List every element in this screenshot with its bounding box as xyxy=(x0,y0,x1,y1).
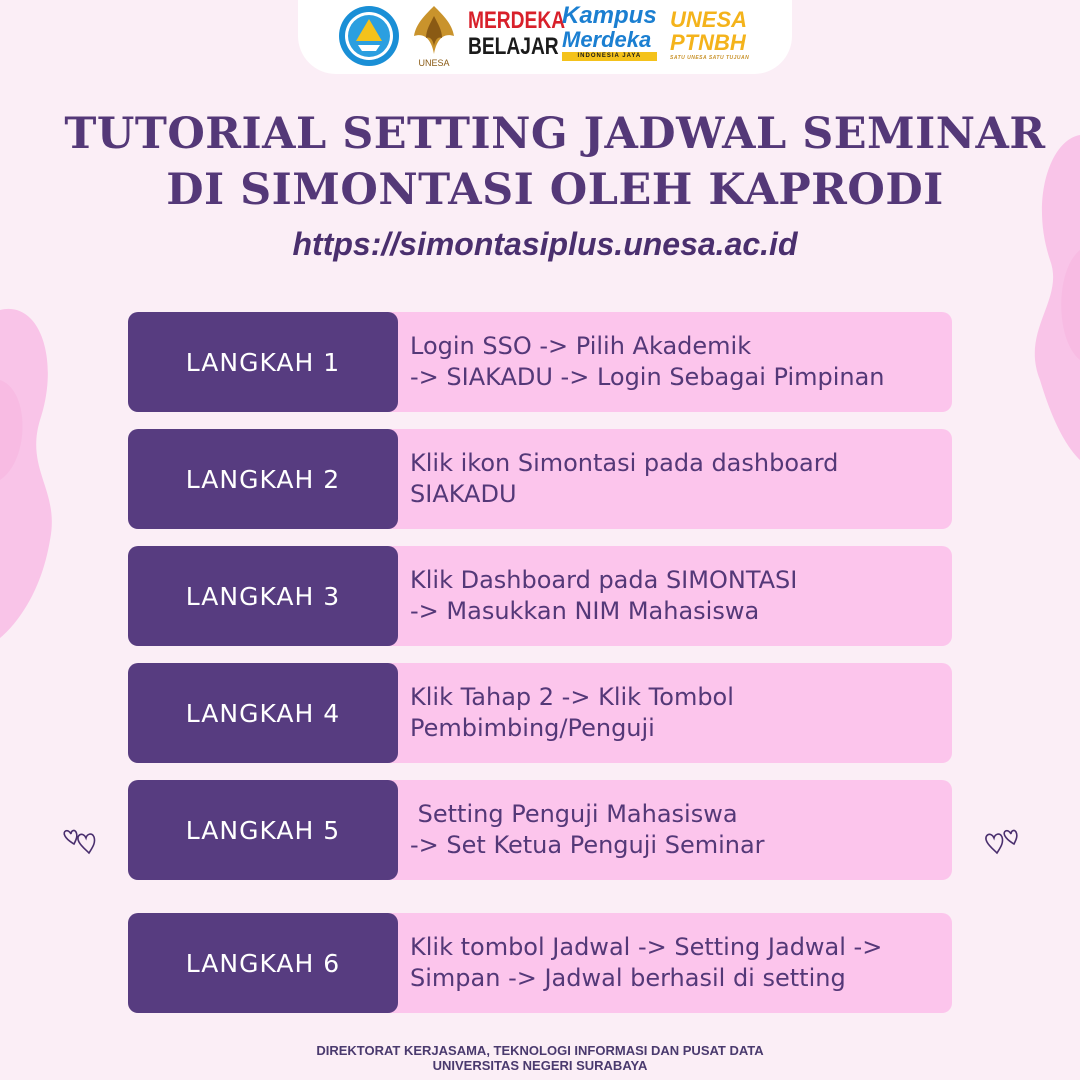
unesa-ptnbh-tagline: SATU UNESA SATU TUJUAN xyxy=(670,55,750,61)
kampus-text: Kampus xyxy=(562,2,657,29)
website-url[interactable]: https://simontasiplus.unesa.ac.id xyxy=(292,226,798,262)
step-4 xyxy=(128,663,952,763)
unesa-ptnbh-text-2: PTNBH xyxy=(670,30,746,55)
step-label: LANGKAH 4 xyxy=(128,663,398,763)
belajar-text: BELAJAR xyxy=(468,33,559,60)
tut-wuri-handayani-logo xyxy=(338,5,400,67)
heart-doodle-left-icon xyxy=(62,824,100,858)
step-5 xyxy=(128,780,952,880)
footer xyxy=(0,1043,1080,1073)
step-label: LANGKAH 1 xyxy=(128,312,398,412)
page-title xyxy=(0,106,1080,218)
step-label: LANGKAH 3 xyxy=(128,546,398,646)
step-description: Setting Penguji Mahasiswa -> Set Ketua Penguji Seminar xyxy=(388,780,952,880)
step-2 xyxy=(128,429,952,529)
step-description: Klik tombol Jadwal -> Setting Jadwal -> Simpan -> Jadwal berhasil di setting xyxy=(388,913,952,1013)
step-description: Klik Tahap 2 -> Klik Tombol Pembimbing/Penguji xyxy=(388,663,952,763)
step-description: Login SSO -> Pilih Akademik -> SIAKADU -> Login Sebagai Pimpinan xyxy=(388,312,952,412)
step-3 xyxy=(128,546,952,646)
kampus-merdeka-logo xyxy=(562,4,657,61)
merdeka-text-blue: Merdeka xyxy=(562,27,652,52)
logo-bar xyxy=(298,0,792,74)
title-line-2: DI SIMONTASI OLEH KAPRODI xyxy=(166,165,944,215)
step-description: Klik Dashboard pada SIMONTASI -> Masukkan NIM Mahasiswa xyxy=(388,546,952,646)
unesa-logo xyxy=(406,2,462,72)
heart-doodle-right-icon xyxy=(982,824,1022,858)
step-label: LANGKAH 6 xyxy=(128,913,398,1013)
merdeka-text: MERDEKA xyxy=(468,7,566,34)
unesa-ptnbh-text-1: UNESA xyxy=(670,7,748,32)
unesa-ptnbh-logo xyxy=(670,8,749,62)
unesa-logo-caption: UNESA xyxy=(418,58,450,68)
step-6 xyxy=(128,913,952,1013)
step-1 xyxy=(128,312,952,412)
step-label: LANGKAH 2 xyxy=(128,429,398,529)
step-label: LANGKAH 5 xyxy=(128,780,398,880)
kampus-merdeka-tagline: INDONESIA JAYA xyxy=(562,52,657,61)
leaf-decoration-left xyxy=(0,300,80,640)
footer-line-2: UNIVERSITAS NEGERI SURABAYA xyxy=(432,1058,648,1073)
footer-line-1: DIREKTORAT KERJASAMA, TEKNOLOGI INFORMASI DAN PUSAT DATA xyxy=(316,1043,764,1058)
title-line-1: TUTORIAL SETTING JADWAL SEMINAR xyxy=(64,109,1046,159)
step-description: Klik ikon Simontasi pada dashboard SIAKADU xyxy=(388,429,952,529)
